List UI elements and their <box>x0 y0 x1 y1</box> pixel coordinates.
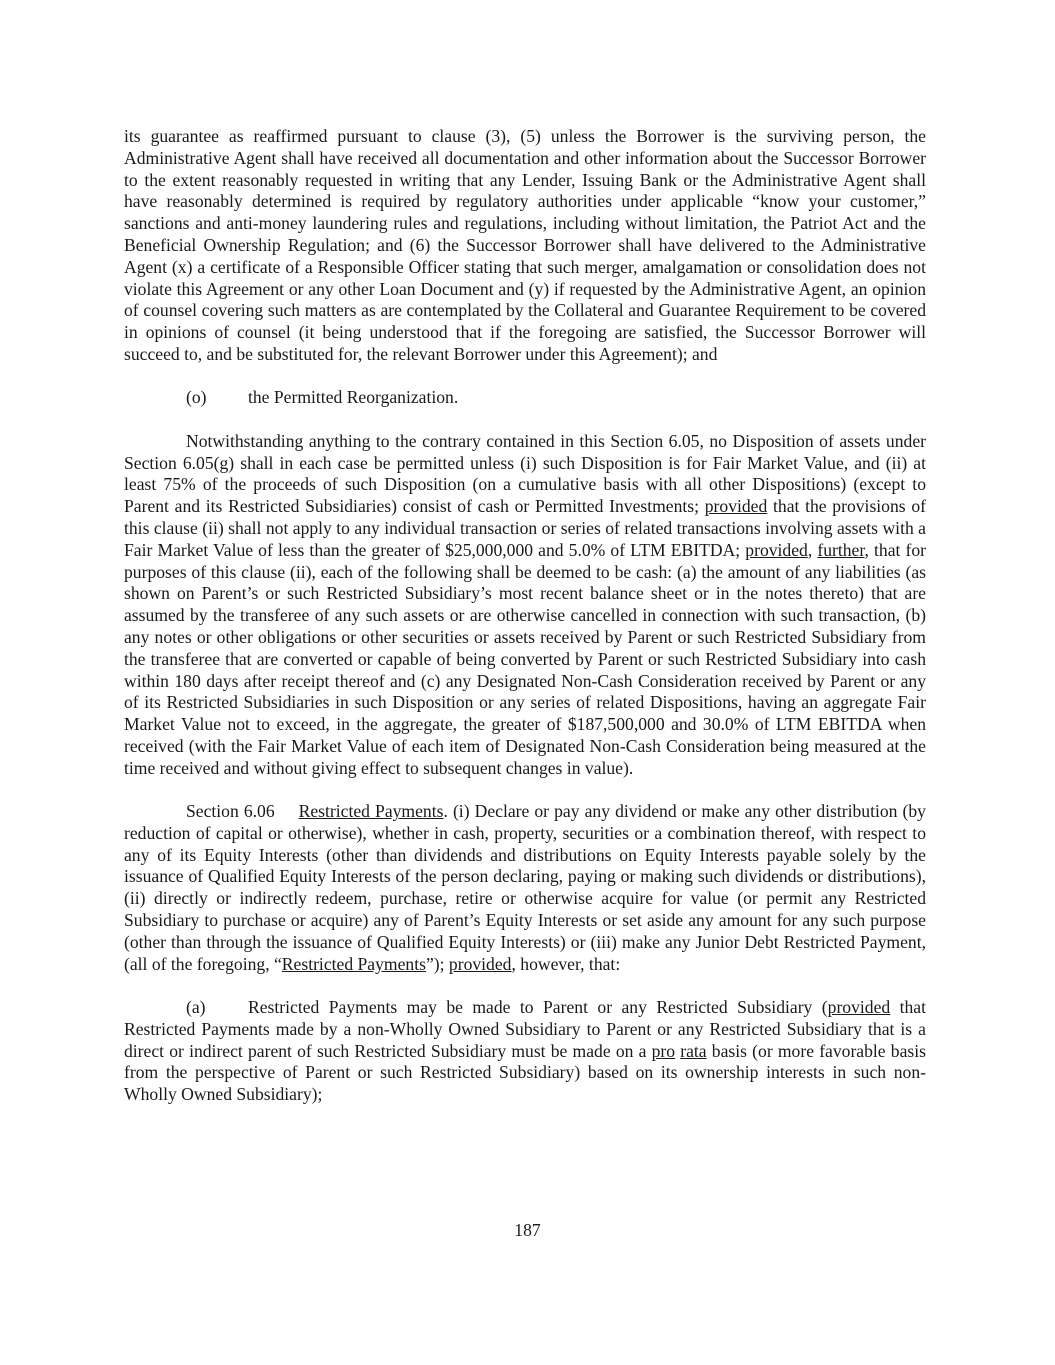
item-label: (o) <box>186 387 207 408</box>
term-pro: pro <box>651 1040 676 1061</box>
section-6-06-paragraph <box>124 801 926 975</box>
text-run: basis (or more favorable basis from the perspective of Parent or such Restricted Subsidiary) based on its ownership interests in such non-Wholly Owned Subsidiary); <box>124 1040 926 1105</box>
text-run: . (i) Declare or pay any dividend or make any other distribution (by reduction of capital or otherwise), whether in cash, property, securities or a combination thereof, with respect to any of its Equity Interests (other than dividends and distributions on Equity Interests payable solely by the issuance of Qualified Equity Interests of the person declaring, paying or making such dividends or distributions), (ii) directly or indirectly redeem, purchase, retire or otherwise acquire for value (or permit any Restricted Subsidiary to purchase or acquire) any of Parent’s Equity Interests or set aside any amount for any such purpose (other than through the issuance of Qualified Equity Interests) or (iii) make any Junior Debt Restricted Payment, (all of the foregoing, “ <box>124 801 926 974</box>
defined-term-provided: provided <box>448 953 512 974</box>
defined-term-provided: provided <box>827 997 891 1018</box>
defined-term-further: further <box>817 539 865 560</box>
list-item-o <box>124 387 926 409</box>
list-item-a <box>124 997 926 1106</box>
text-run: , <box>807 539 818 560</box>
text-run: , however, that: <box>511 953 621 974</box>
defined-term-provided: provided <box>745 539 808 560</box>
section-number: Section 6.06 <box>186 801 275 822</box>
text-run: that the provisions of this clause (ii) shall not apply to any individual transaction or series of related transactions involving assets with a Fair Market Value of less than the greater of $25,000,000 and 5.0% of LTM EBITDA; <box>124 496 926 560</box>
section-heading-gap <box>275 801 299 821</box>
page-number: 187 <box>514 1220 541 1240</box>
paragraph-continuation: its guarantee as reaffirmed pursuant to clause (3), (5) unless the Borrower is the surviving person, the Administrative Agent shall have received all documentation and other information about the Successor Borrower to the extent reasonably requested in writing that any Lender, Issuing Bank or the Administrative Agent shall have reasonably determined is required by regulatory authorities under applicable “know your customer,” sanctions and anti-money laundering rules and regulations, including without limitation, the Patriot Act and the Beneficial Ownership Regulation; and (6) the Successor Borrower shall have delivered to the Administrative Agent (x) a certificate of a Responsible Officer stating that such merger, amalgamation or consolidation does not violate this Agreement or any other Loan Document and (y) if requested by the Administrative Agent, an opinion of counsel covering such matters as are contemplated by the Collateral and Guarantee Requirement to be covered in opinions of counsel (it being understood that if the foregoing are satisfied, the Successor Borrower will succeed to, and be substituted for, the relevant Borrower under this Agreement); and <box>124 126 926 364</box>
text-run: Notwithstanding anything to the contrary contained in this Section 6.05, no Disposition of assets under Section 6.05(g) shall in each case be permitted unless (i) such Disposition is for Fair Market Value, and (ii) at least 75% of the proceeds of such Disposition (on a cumulative basis with all other Dispositions) (except to Parent and its Restricted Subsidiaries) consist of cash or Permitted Investments; <box>124 430 926 517</box>
term-rata: rata <box>680 1040 707 1061</box>
text-run: , that for purposes of this clause (ii), each of the following shall be deemed to be cash: (a) the amount of any liabilities (as shown on Parent’s or such Restricted Subsidiary’s most recent balance sheet or in the notes thereto) that are assumed by the transferee of any such assets or are otherwise cancelled in connection with such transaction, (b) any notes or other obligations or other securities or assets received by Parent or such Restricted Subsidiary from the transferee that are converted or capable of being converted by Parent or such Restricted Subsidiary into cash within 180 days after receipt thereof and (c) any Designated Non-Cash Consideration received by Parent or any of its Restricted Subsidiaries in such Disposition or any series of related Dispositions, having an aggregate Fair Market Value not to exceed, in the aggregate, the greater of $187,500,000 and 30.0% of LTM EBITDA when received (with the Fair Market Value of each item of Designated Non-Cash Consideration being measured at the time received and without giving effect to subsequent changes in value). <box>124 539 927 778</box>
section-heading: Restricted Payments <box>298 801 444 822</box>
paragraph-notwithstanding <box>124 431 926 780</box>
text-run: Restricted Payments may be made to Parent or any Restricted Subsidiary ( <box>248 997 828 1018</box>
defined-term-restricted-payments: Restricted Payments <box>281 953 426 974</box>
item-text: the Permitted Reorganization. <box>248 387 459 408</box>
defined-term-provided: provided <box>704 496 768 517</box>
document-page <box>124 126 926 1128</box>
item-label: (a) <box>186 997 206 1018</box>
text-run: ”); <box>425 953 449 974</box>
text-run: that Restricted Payments made by a non-Wholly Owned Subsidiary to Parent or any Restricted Subsidiary that is a direct or indirect parent of such Restricted Subsidiary must be made on a <box>124 997 927 1061</box>
